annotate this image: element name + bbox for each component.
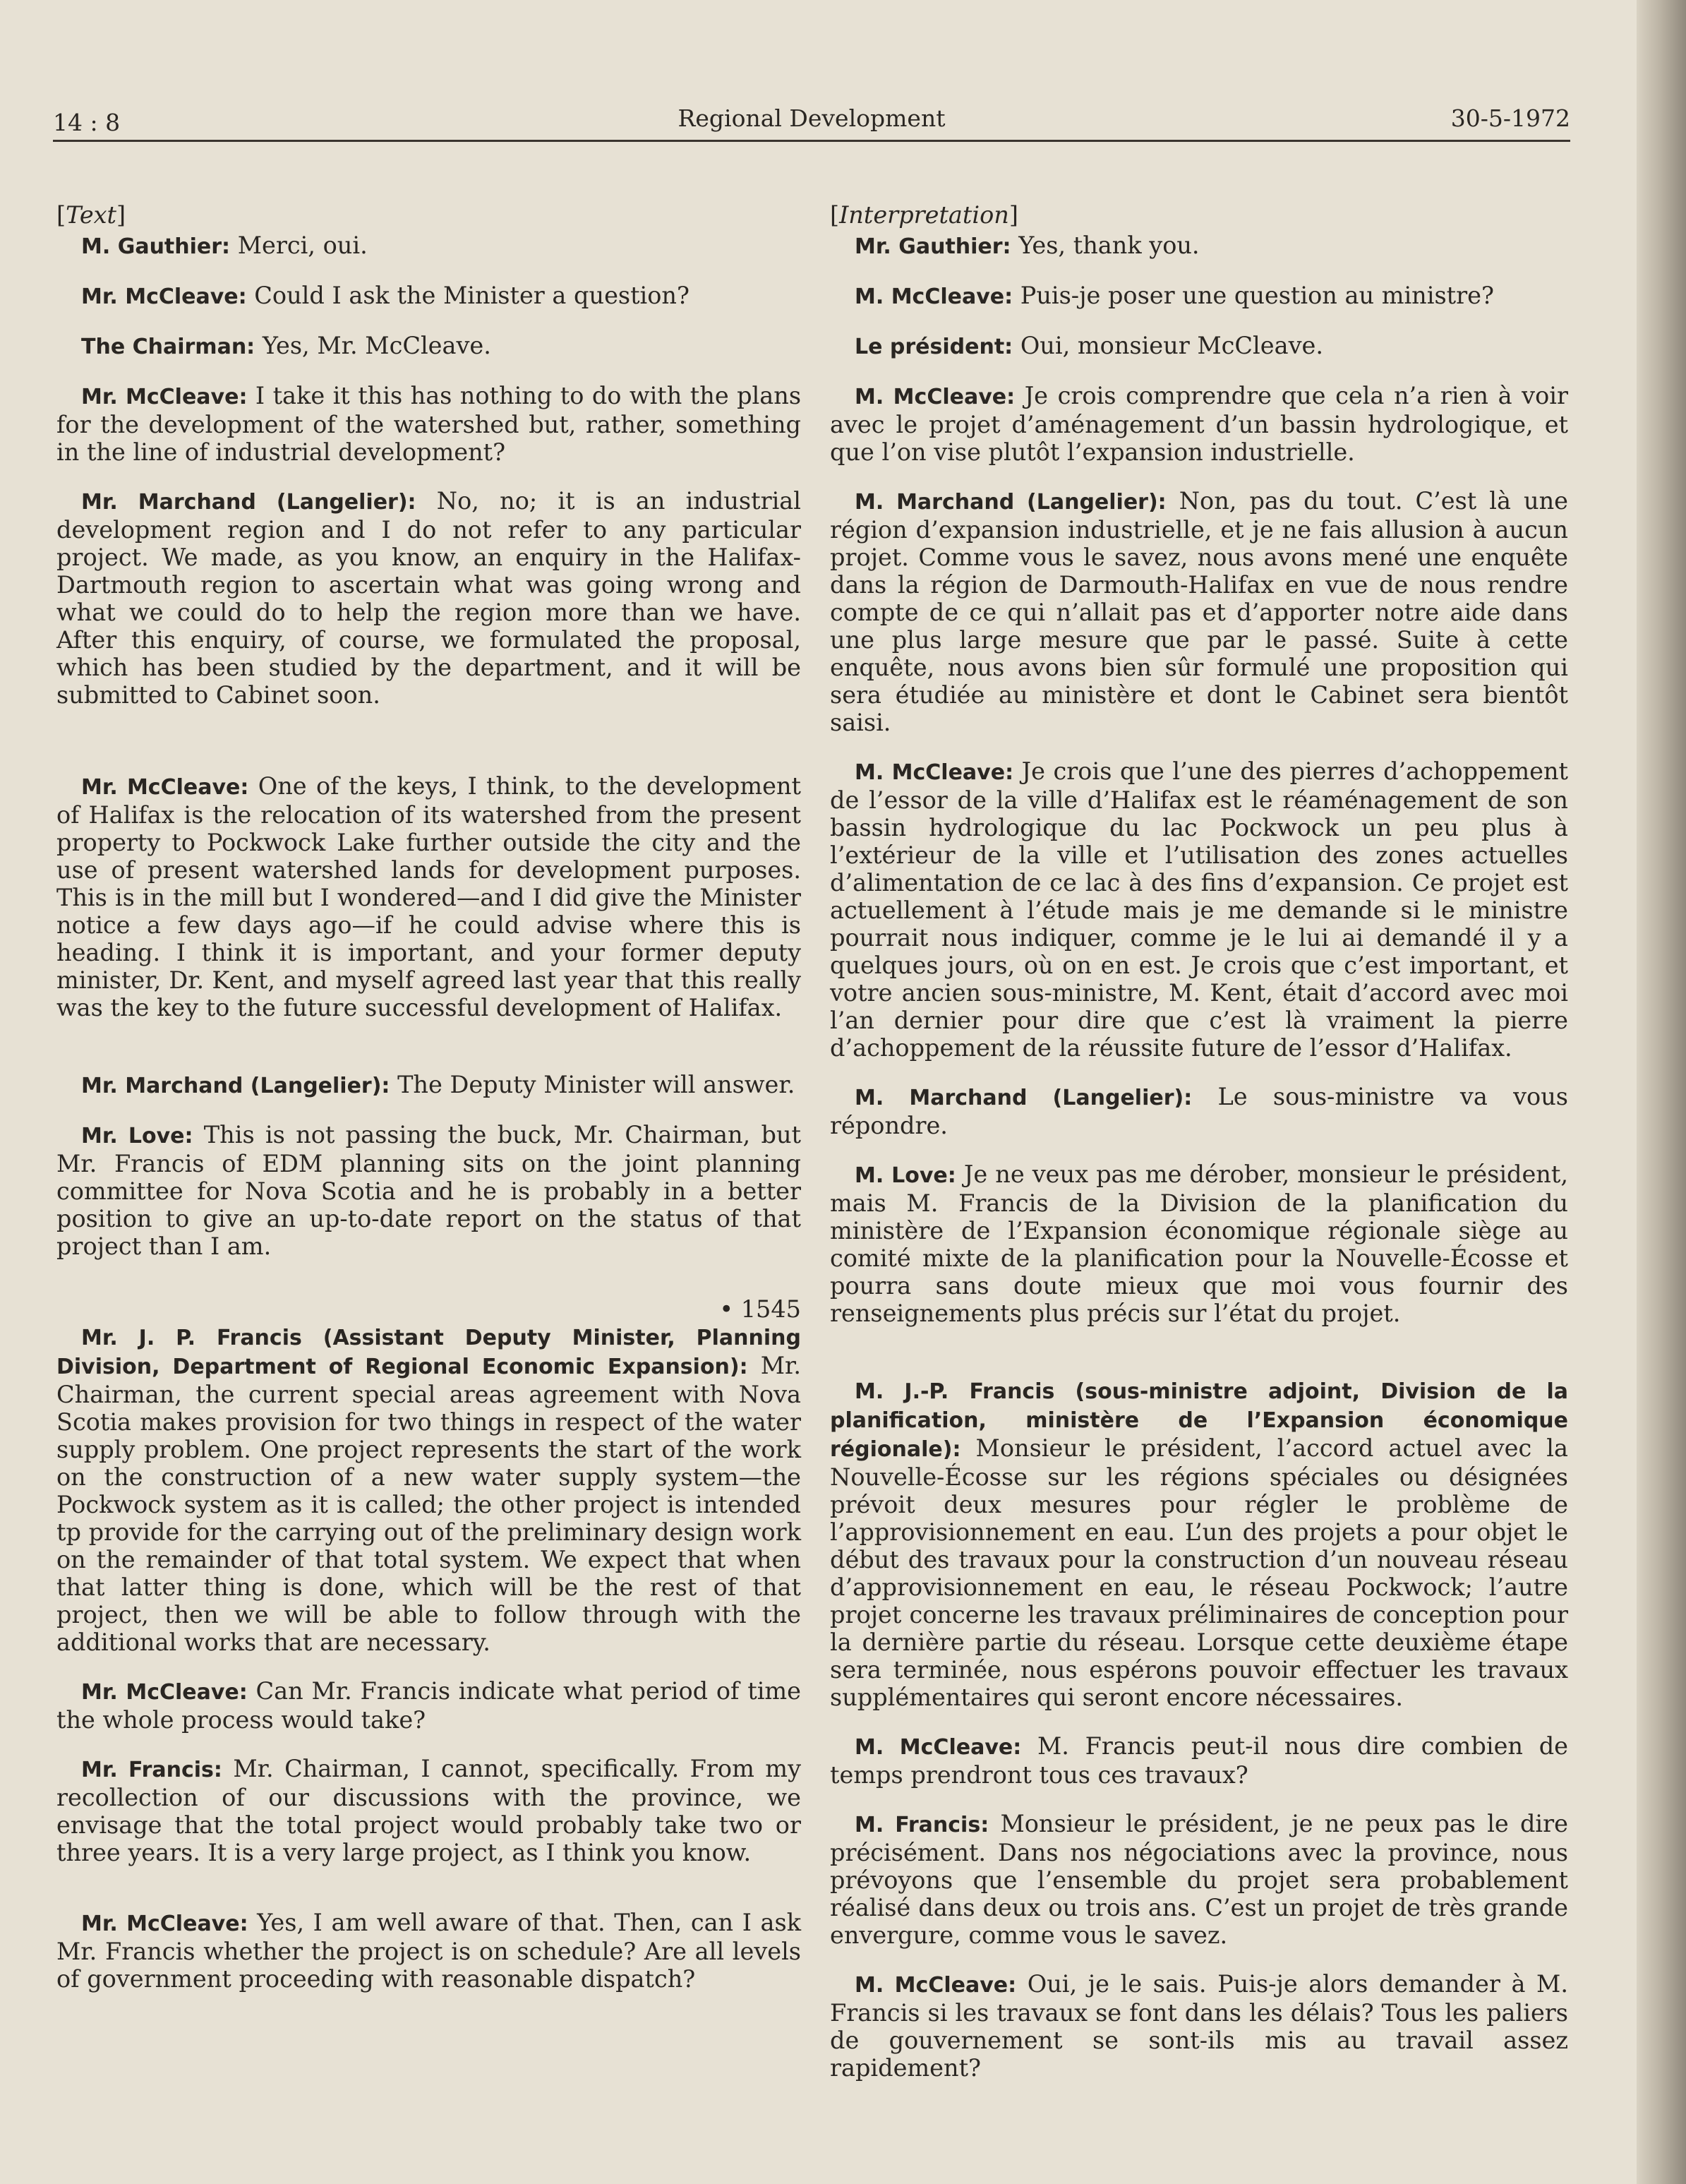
- speech-text: Merci, oui.: [230, 232, 368, 259]
- header-date: 30-5-1972: [1450, 104, 1570, 132]
- speech-text: Non, pas du tout. C’est là une région d’expansion industrielle, et je ne fais allusion à aucun projet. Comme vous le savez, nous avons mené une enquête dans la région de Darmouth-Halifax en vue de nous rendre compte de ce qui n’allait pas et d’apporter notre aide dans une plus large mesure que par le passé. Suite à cette enquête, nous avons bien sûr formulé une proposition qui sera étudiée au ministère et dont le Cabinet sera bientôt saisi.: [830, 487, 1568, 736]
- speaker-name: Mr. J. P. Francis (Assistant Deputy Minister, Planning Division, Department of Regional Economic Expansion):: [56, 1326, 801, 1379]
- paragraph: [56, 1323, 801, 1656]
- french-column: [830, 201, 1568, 2082]
- paragraph: [56, 487, 801, 709]
- paragraph: [830, 1376, 1568, 1711]
- speech-text: One of the keys, I think, to the development of Halifax is the relocation of its watershed from the present property to Pockwock Lake further outside the city and the use of present watershed lands for development purposes. This is in the mill but I wondered—and I did give the Minister notice a few days ago—if he could advise where this is heading. I think it is important, and your former deputy minister, Dr. Kent, and myself agreed last year that this really was the key to the future successful development of Halifax.: [56, 772, 801, 1021]
- speaker-name: Mr. McCleave:: [81, 385, 248, 409]
- speaker-name: M. Marchand (Langelier):: [855, 490, 1167, 515]
- speech-text: Could I ask the Minister a question?: [246, 282, 690, 309]
- running-header: [53, 106, 1570, 140]
- speech-text: Mr. Chairman, I cannot, specifically. From my recollection of our discussions with the province, we envisage that the total project would probably take two or three years. It is a very large project, as I think you know.: [56, 1755, 802, 1866]
- paragraph: [830, 232, 1568, 260]
- paragraph: [56, 772, 801, 1021]
- section-label-interpretation: [Interpretation]: [830, 201, 1018, 229]
- page-number: 14 : 8: [53, 109, 121, 136]
- running-title: Regional Development: [678, 104, 946, 132]
- speaker-name: M. McCleave:: [855, 1973, 1017, 1998]
- english-column: [56, 201, 801, 1993]
- paragraph: [830, 757, 1568, 1062]
- speech-text: Yes, thank you.: [1011, 232, 1200, 259]
- speech-text: Je crois que l’une des pierres d’achoppement de l’essor de la ville d’Halifax est le réaménagement de son bassin hydrologique du lac Pockwock un peu plus à l’extérieur de la ville et l’utilisation des zones actuelles d’alimentation de ce lac à des fins d’expansion. Ce projet est actuellement à l’étude mais je me demande si le ministre pourrait nous indiquer, comme je le lui ai demandé il y a quelques jours, où on en est. Je crois que c’est important, et votre ancien sous-ministre, M. Kent, était d’accord avec moi l’an dernier pour dire que c’est là vraiment la pierre d’achoppement de la réussite future de l’essor d’Halifax.: [830, 757, 1568, 1062]
- section-label-text: [Text]: [56, 201, 126, 229]
- speech-text: Yes, Mr. McCleave.: [255, 332, 491, 359]
- speech-text: Je ne veux pas me dérober, monsieur le président, mais M. Francis de la Division de la planification du ministère de l’Expansion économique régionale siège au comité mixte de la planification pour la Nouvelle-Écosse et pourra sans doute mieux que moi vous fournir des renseignements plus précis sur l’état du projet.: [830, 1160, 1568, 1327]
- speaker-name: The Chairman:: [81, 335, 255, 359]
- paragraph: [830, 332, 1568, 361]
- speech-text: Monsieur le président, l’accord actuel avec la Nouvelle-Écosse sur les régions spéciales ou désignées prévoit deux mesures pour régler le problème de l’approvisionnement en eau. L’un des projets a pour objet le début des travaux pour la construction d’un nouveau réseau d’approvisionnement en eau, le réseau Pockwock; l’autre projet concerne les travaux préliminaires de conception pour la dernière partie du réseau. Lorsque cette deuxième étape sera terminée, nous espérons pouvoir effectuer les travaux supplémentaires qui seront encore nécessaires.: [830, 1434, 1568, 1711]
- speech-text: Can Mr. Francis indicate what period of time the whole process would take?: [56, 1677, 801, 1734]
- paragraph: [56, 332, 801, 361]
- speech-text: No, no; it is an industrial development region and I do not refer to any particular project. We made, as you know, an enquiry in the Halifax-Dartmouth region to ascertain what was going wrong and what we could do to help the region more than we have. After this enquiry, of course, we formulated the proposal, which has been studied by the department, and it will be submitted to Cabinet soon.: [56, 487, 801, 709]
- paragraph: [56, 1071, 801, 1100]
- speaker-name: M. Gauthier:: [81, 234, 231, 259]
- speech-text: Je crois comprendre que cela n’a rien à voir avec le projet d’aménagement d’un bassin hydrologique, et que l’on vise plutôt l’expansion industrielle.: [830, 382, 1568, 466]
- speech-text: This is not passing the buck, Mr. Chairman, but Mr. Francis of EDM planning sits on the joint planning committee for Nova Scotia and he is probably in a better position to give an up-to-date report on the status of that project than I am.: [56, 1121, 801, 1260]
- speech-text: Oui, monsieur McCleave.: [1013, 332, 1323, 359]
- speech-text: Monsieur le président, je ne peux pas le dire précisément. Dans nos négociations avec la province, nous prévoyons que l’ensemble du projet sera probablement réalisé dans deux ou trois ans. C’est un projet de très grande envergure, comme vous le savez.: [830, 1810, 1568, 1949]
- paragraph: [56, 282, 801, 311]
- speech-text: Yes, I am well aware of that. Then, can I ask Mr. Francis whether the project is on schedule? Are all levels of government proceeding with reasonable dispatch?: [56, 1909, 802, 1993]
- paragraph: [56, 1909, 801, 1993]
- header-rule: [53, 140, 1570, 142]
- speech-text: Oui, je le sais. Puis-je alors demander à M. Francis si les travaux se font dans les délais? Tous les paliers de gouvernement se sont-ils mis au travail assez rapidement?: [830, 1970, 1568, 2082]
- paragraph: [56, 1121, 801, 1260]
- speaker-name: Mr. McCleave:: [81, 1680, 248, 1705]
- speech-text: I take it this has nothing to do with the plans for the development of the watershed but, rather, something in the line of industrial development?: [56, 382, 802, 466]
- paragraph: [830, 1083, 1568, 1139]
- paragraph: [56, 382, 801, 466]
- paragraph: [56, 1677, 801, 1734]
- speaker-name: Mr. Marchand (Langelier):: [81, 490, 416, 515]
- speaker-name: Mr. McCleave:: [81, 1912, 248, 1936]
- speaker-name: M. Francis:: [855, 1813, 989, 1837]
- paragraph: [56, 1755, 801, 1866]
- speaker-name: M. McCleave:: [855, 1735, 1022, 1760]
- speaker-name: M. J.-P. Francis (sous-ministre adjoint, Division de la planification, ministère de l’Expansion économique régionale):: [830, 1379, 1568, 1462]
- speech-text: Mr. Chairman, the current special areas agreement with Nova Scotia makes provision for two things in respect of the water supply problem. One project represents the start of the work on the construction of a new water supply system—the Pockwock system as it is called; the other project is intended tp provide for the carrying out of the preliminary design work on the remainder of that total system. We expect that when that latter thing is done, which will be the rest of that project, then we will be able to follow through with the additional works that are necessary.: [56, 1352, 801, 1656]
- speaker-name: Mr. Gauthier:: [855, 234, 1011, 259]
- speaker-name: M. McCleave:: [855, 385, 1016, 409]
- speech-text: Le sous-ministre va vous répondre.: [830, 1083, 1568, 1139]
- speaker-name: Mr. McCleave:: [81, 775, 249, 800]
- paragraph: [830, 487, 1568, 736]
- time-marker: • 1545: [719, 1295, 801, 1323]
- speaker-name: Mr. Francis:: [81, 1758, 222, 1782]
- speaker-name: Mr. Marchand (Langelier):: [81, 1074, 390, 1098]
- paragraph: [830, 1810, 1568, 1949]
- speech-text: M. Francis peut-il nous dire combien de temps prendront tous ces travaux?: [830, 1732, 1568, 1789]
- speaker-name: M. Love:: [855, 1163, 956, 1188]
- speaker-name: M. McCleave:: [855, 284, 1013, 309]
- paragraph: [56, 232, 801, 260]
- speaker-name: M. Marchand (Langelier):: [855, 1086, 1193, 1110]
- speech-text: Puis-je poser une question au ministre?: [1013, 282, 1494, 309]
- paragraph: [830, 282, 1568, 311]
- paragraph: [830, 1160, 1568, 1327]
- speaker-name: Le président:: [855, 335, 1013, 359]
- paragraph: [830, 1970, 1568, 2082]
- paragraph: [830, 382, 1568, 466]
- paragraph: [830, 1732, 1568, 1789]
- speaker-name: M. McCleave:: [855, 760, 1014, 785]
- page-edge-shadow: [1637, 0, 1686, 2184]
- speech-text: The Deputy Minister will answer.: [390, 1071, 795, 1098]
- speaker-name: Mr. Love:: [81, 1124, 193, 1148]
- speaker-name: Mr. McCleave:: [81, 284, 247, 309]
